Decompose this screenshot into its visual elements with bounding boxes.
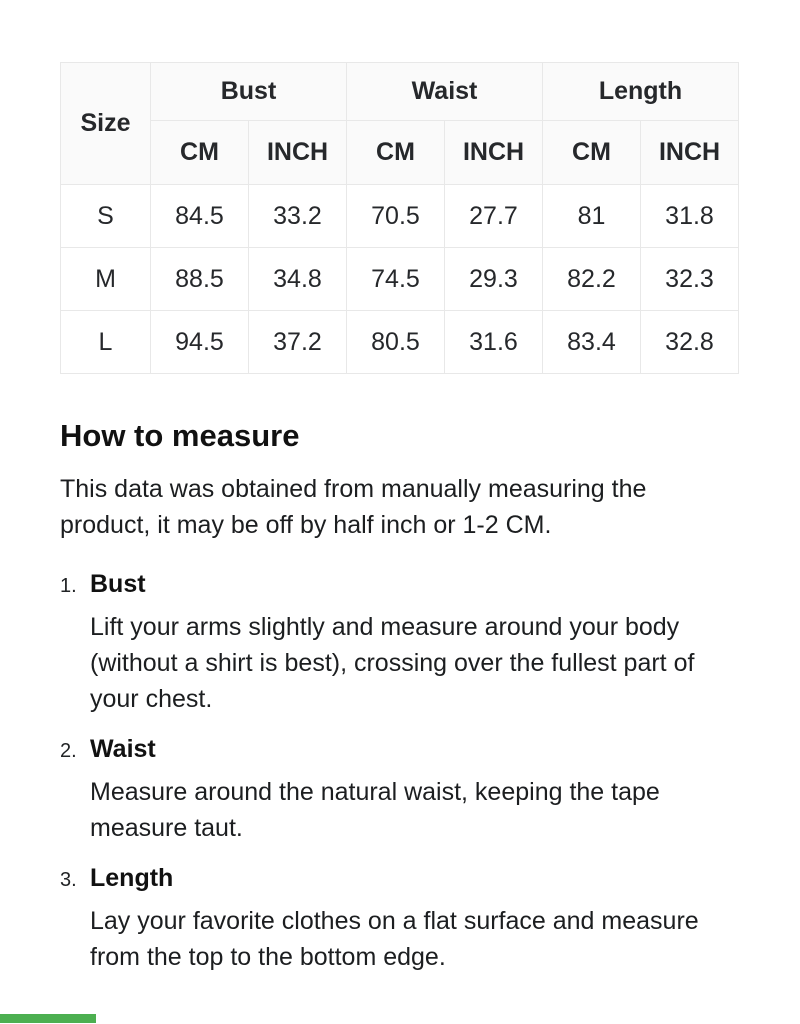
table-unit-header-row (61, 121, 739, 185)
value-cell: 88.5 (151, 248, 249, 311)
size-chart-table (60, 62, 739, 374)
value-cell: 70.5 (347, 185, 445, 248)
step-title-length: Length (90, 864, 174, 892)
step-bust-head (60, 570, 740, 599)
unit-header-length-inch: INCH (641, 121, 739, 185)
how-to-measure-heading: How to measure (60, 418, 300, 453)
size-column-header: Size (61, 63, 151, 185)
group-header-bust: Bust (151, 63, 347, 121)
table-group-header-row (61, 63, 739, 121)
value-cell: 34.8 (249, 248, 347, 311)
value-cell: 31.8 (641, 185, 739, 248)
value-cell: 81 (543, 185, 641, 248)
unit-header-length-cm: CM (543, 121, 641, 185)
step-title-waist: Waist (90, 735, 156, 763)
how-to-measure-intro: This data was obtained from manually measuring the product, it may be off by half inch or 1-2 CM. (60, 475, 647, 539)
unit-header-waist-cm: CM (347, 121, 445, 185)
size-cell: L (61, 311, 151, 374)
value-cell: 37.2 (249, 311, 347, 374)
value-cell: 27.7 (445, 185, 543, 248)
step-title-bust: Bust (90, 570, 146, 598)
step-length (60, 864, 740, 975)
table-row-size-l (61, 311, 739, 374)
value-cell: 74.5 (347, 248, 445, 311)
value-cell: 83.4 (543, 311, 641, 374)
size-cell: S (61, 185, 151, 248)
table-row-size-m (61, 248, 739, 311)
unit-header-bust-inch: INCH (249, 121, 347, 185)
table-row-size-s (61, 185, 739, 248)
step-waist-head (60, 735, 740, 764)
step-waist (60, 735, 740, 846)
group-header-length: Length (543, 63, 739, 121)
value-cell: 94.5 (151, 311, 249, 374)
value-cell: 33.2 (249, 185, 347, 248)
size-cell: M (61, 248, 151, 311)
value-cell: 31.6 (445, 311, 543, 374)
unit-header-waist-inch: INCH (445, 121, 543, 185)
step-description-waist: Measure around the natural waist, keeping the tape measure taut. (90, 778, 660, 842)
step-number: 2. (60, 740, 77, 762)
step-length-head (60, 864, 740, 893)
value-cell: 82.2 (543, 248, 641, 311)
measure-steps-list (60, 570, 740, 975)
unit-header-bust-cm: CM (151, 121, 249, 185)
step-number: 3. (60, 869, 77, 891)
value-cell: 80.5 (347, 311, 445, 374)
step-description-length: Lay your favorite clothes on a flat surface and measure from the top to the bottom edge. (90, 907, 699, 971)
step-number: 1. (60, 575, 77, 597)
step-bust (60, 570, 740, 717)
value-cell: 84.5 (151, 185, 249, 248)
step-description-bust: Lift your arms slightly and measure around your body (without a shirt is best), crossing over the fullest part of your chest. (90, 613, 695, 713)
value-cell: 32.8 (641, 311, 739, 374)
value-cell: 32.3 (641, 248, 739, 311)
value-cell: 29.3 (445, 248, 543, 311)
loading-progress-bar (0, 1014, 96, 1023)
group-header-waist: Waist (347, 63, 543, 121)
